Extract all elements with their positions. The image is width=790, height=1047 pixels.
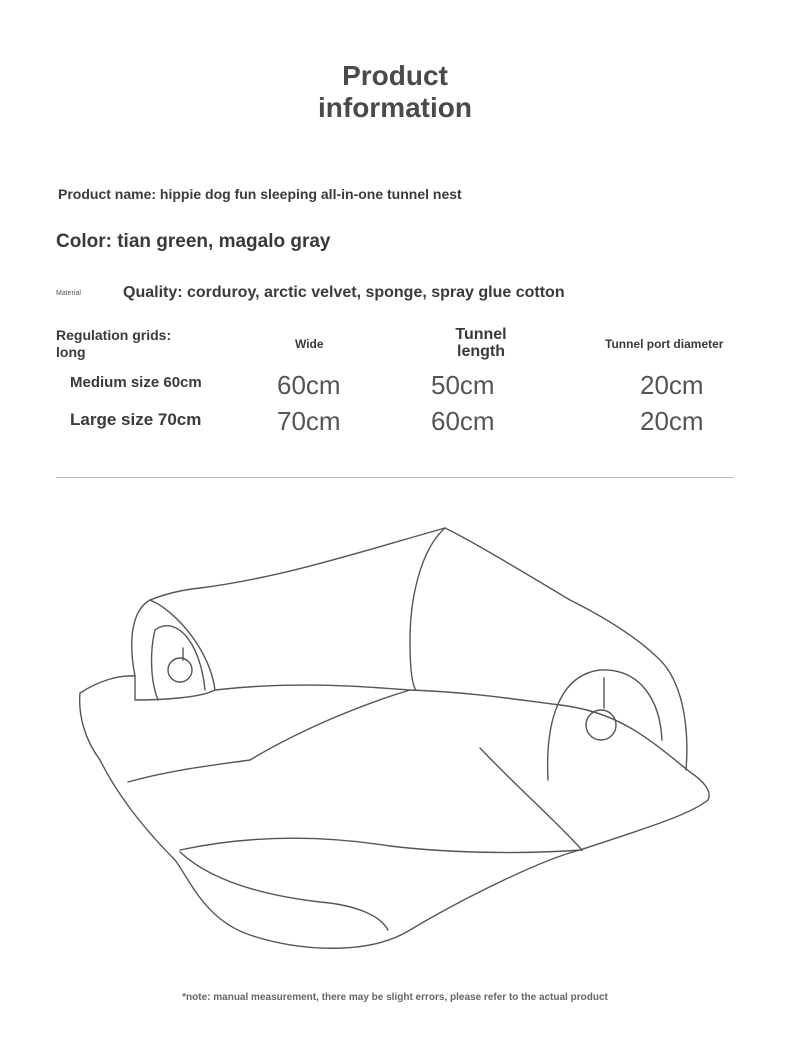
row-medium-tunnel: 50cm (431, 370, 495, 400)
right-tunnel-front (410, 528, 445, 690)
header-wide: Wide (295, 337, 324, 351)
header-regulation-line-1: Regulation grids: (56, 327, 172, 343)
header-tunnel-line-1: Tunnel (455, 326, 507, 343)
front-bolster (180, 852, 388, 930)
product-color: Color: tian green, magalo gray (56, 231, 331, 252)
row-medium-wide: 60cm (277, 370, 341, 400)
header-tunnel-length (440, 326, 522, 360)
product-quality: Quality: corduroy, arctic velvet, sponge, spray glue cotton (123, 284, 565, 301)
row-medium-label: Medium size 60cm (70, 374, 202, 391)
row-medium-port: 20cm (640, 370, 704, 400)
product-name: Product name: hippie dog fun sleeping all-in-one tunnel nest (58, 186, 462, 202)
header-tunnel-line-2: length (457, 343, 505, 360)
row-large-wide: 70cm (277, 406, 341, 436)
title-line-1: Product (342, 60, 448, 91)
page-title (0, 60, 790, 124)
divider-line (56, 477, 734, 478)
header-port-diameter: Tunnel port diameter (605, 337, 724, 351)
row-large-port: 20cm (640, 406, 704, 436)
base-cushion-outline (80, 676, 709, 948)
title-line-2: information (318, 92, 472, 123)
right-tunnel-top (445, 528, 687, 770)
right-tunnel-opening (548, 670, 662, 780)
header-regulation-line-2: long (56, 344, 86, 360)
material-label: Material (56, 290, 81, 297)
seat-seam-left (128, 760, 250, 782)
seat-seam-inner (250, 690, 410, 760)
left-tunnel-back (132, 528, 445, 676)
header-regulation (56, 327, 216, 361)
seat-seam-right (480, 748, 582, 850)
left-tunnel-front (150, 600, 215, 690)
left-toy-ball (168, 658, 192, 682)
tunnel-nest-illustration (0, 500, 790, 970)
left-tunnel-opening (152, 626, 205, 700)
row-large-tunnel: 60cm (431, 406, 495, 436)
measurement-note: *note: manual measurement, there may be slight errors, please refer to the actual product (182, 992, 608, 1003)
seat-front-edge (180, 838, 582, 852)
row-large-label: Large size 70cm (70, 410, 202, 429)
